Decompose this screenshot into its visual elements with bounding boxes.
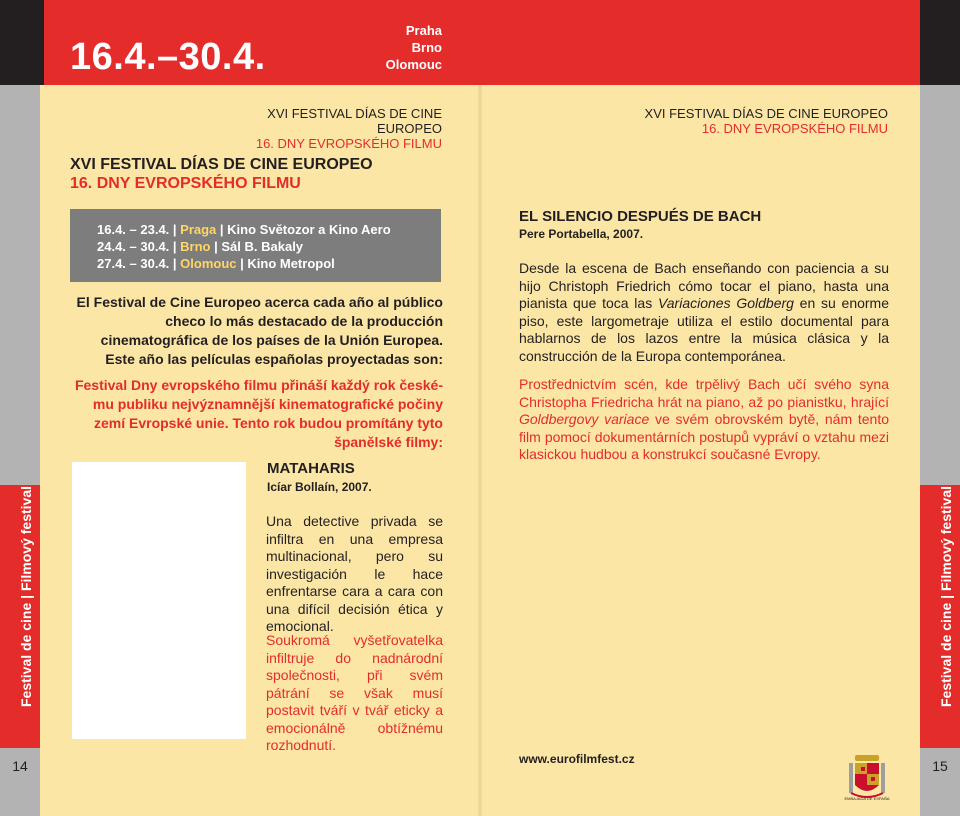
page-number-right: 15 — [932, 758, 948, 774]
schedule-row: 24.4. – 30.4. | Brno | Sál B. Bakaly — [97, 239, 304, 254]
schedule-venue: Kino Metropol — [247, 256, 335, 271]
schedule-row: 27.4. – 30.4. | Olomouc | Kino Metropol — [97, 256, 335, 271]
section-title-cz: 16. DNY EVROPSKÉHO FILMU — [70, 175, 301, 192]
schedule-box — [70, 209, 441, 282]
intro-spanish: El Festival de Cine Europeo acerca cada año al público checo lo más destacado de la producción cinematográfica de los países de la Unión Europea. Este año las películas españolas proyectadas son: — [76, 294, 443, 367]
schedule-venue: Sál B. Bakaly — [221, 239, 304, 254]
city-brno: Brno — [411, 40, 442, 55]
film-credit: Pere Portabella, 2007. — [519, 227, 644, 241]
schedule-city: Brno — [180, 239, 211, 254]
film-description-es: Una detective privada se infiltra en una empresa multinacional, pero su investigación le hace enfrentarse cara a cara con una difícil decisión ética y emocional. — [266, 513, 443, 634]
city-olomouc: Olomouc — [385, 57, 442, 72]
running-header-left — [200, 106, 442, 151]
film-description-cz: Soukromá vyšetřovatelka infiltruje do nadnárodní společnosti, při svém pátrání se však musí postavit tváří v tvář eticky a emocionálně obtížnému rozhodnutí. — [266, 632, 443, 753]
city-praha: Praha — [405, 23, 442, 38]
running-header-line2: 16. DNY EVROPSKÉHO FILMU — [701, 121, 888, 136]
running-header-line1: XVI FESTIVAL DÍAS DE CINE EUROPEO — [267, 106, 442, 136]
running-header-line1: XVI FESTIVAL DÍAS DE CINE EUROPEO — [644, 106, 888, 121]
intro-czech: Festival Dny evropského filmu přináší každý rok české-mu publiku nejvýznamnější kinematografické počiny zemí Evropské unie. Tento rok budou promítány tyto španělské filmy: — [74, 377, 443, 450]
festival-dates: 16.4.–30.4. — [70, 36, 266, 78]
film-title: EL SILENCIO DESPUÉS DE BACH — [519, 208, 762, 225]
schedule-venue: Kino Světozor a Kino Aero — [227, 222, 391, 237]
film-description-es: Desde la escena de Bach enseñando con paciencia a su hijo Christoph Friedrich cómo tocar el piano, hasta una pianista que toca las Variaciones Goldberg en su enorme piso, este largometraje utiliza el estilo documental para hablarnos de los lazos entre la música clásica y la construcción de la Europa contemporánea. — [519, 260, 889, 364]
schedule-dates: 24.4. – 30.4. — [97, 239, 170, 254]
side-label-left: Festival de cine | Filmový festival — [18, 486, 34, 708]
website-link[interactable]: www.eurofilmfest.cz — [519, 752, 635, 766]
film-photo-placeholder — [72, 462, 246, 739]
schedule-dates: 27.4. – 30.4. — [97, 256, 170, 271]
film-credit: Icíar Bollaín, 2007. — [267, 480, 372, 494]
schedule-row: 16.4. – 23.4. | Praga | Kino Světozor a Kino Aero — [97, 222, 391, 237]
city-list — [380, 22, 442, 73]
side-label-right: Festival de cine | Filmový festival — [938, 486, 954, 708]
logo-caption: EMBAJADA DE ESPAÑA — [844, 796, 890, 801]
page-number-left: 14 — [12, 758, 28, 774]
section-title-es: XVI FESTIVAL DÍAS DE CINE EUROPEO — [70, 156, 373, 173]
running-header-right — [620, 106, 888, 136]
right-side-label-band — [920, 485, 960, 748]
left-side-label-band — [0, 485, 40, 748]
page-gutter — [478, 85, 482, 816]
film-title: MATAHARIS — [267, 460, 355, 477]
running-header-line2: 16. DNY EVROPSKÉHO FILMU — [255, 136, 442, 151]
schedule-city: Praga — [180, 222, 217, 237]
schedule-dates: 16.4. – 23.4. — [97, 222, 170, 237]
schedule-city: Olomouc — [180, 256, 237, 271]
film-description-cz: Prostřednictvím scén, kde trpělivý Bach učí svého syna Christopha Friedricha hrát na piano, až po pianistku, hrající Goldbergovy variace ve svém obrovském bytě, nám tento film pomocí dokumentárních postupů vypráví o vztahu mezi klasickou hudbou a konstrukcí současné Evropy. — [519, 376, 889, 462]
section-title — [70, 155, 373, 193]
